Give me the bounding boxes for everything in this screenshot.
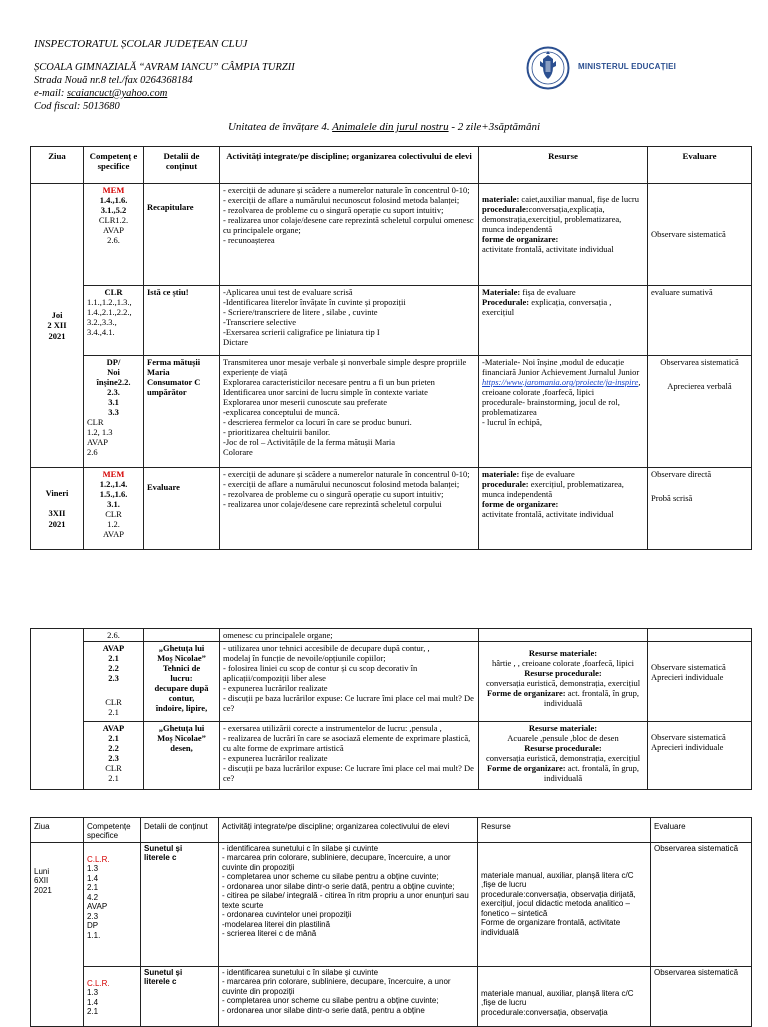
activity-line: - expunerea lucrărilor realizate (223, 753, 328, 764)
coat-of-arms-icon (526, 46, 570, 90)
competence-code: 1.5.,1.6. (99, 489, 128, 500)
subject-label: C.L.R. (87, 979, 110, 988)
content-line: contur, (168, 693, 195, 704)
inspectorate-name: INSPECTORATUL ȘCOLAR JUDEȚEAN CLUJ (34, 38, 248, 50)
activity-line: Explorarea caracteristicilor necesare pentru a fi un bun prieten (223, 377, 435, 388)
resource-text: activitate frontală, activitate individual (482, 509, 614, 520)
content-line: Sunetul și (144, 844, 183, 853)
competences-cell (84, 843, 141, 967)
activity-line: - rezolvarea de probleme cu o singură operație cu suport intuitiv; (223, 489, 444, 500)
competence-code: 2.1 (108, 707, 119, 718)
resource-label: Resurse procedurale: (524, 743, 602, 754)
competence-code: CLR (105, 697, 122, 708)
evaluation-cell (648, 642, 752, 722)
header-competences: Competențe specifice (84, 818, 141, 843)
table-row (31, 286, 752, 356)
resource-line (482, 377, 644, 397)
day-date: 2 XII (47, 320, 67, 331)
resources-cell (478, 967, 651, 1027)
competence-code: 1.4 (87, 873, 99, 883)
content-line: Consumator C (147, 377, 201, 388)
activities-cell (220, 184, 479, 286)
activity-line: - realizarea de lucrări în care se asociază elemente de exprimare plastică, cu alte forme de exprimare artistică (223, 733, 471, 754)
competences-cell (84, 642, 144, 722)
resources-cell (479, 184, 648, 286)
competences-cell: 2.6. (84, 629, 144, 642)
content-cell (144, 722, 220, 790)
day-name: Vineri (45, 488, 69, 499)
activity-line: - recunoașterea (223, 235, 275, 246)
subject-label: MEM (102, 469, 125, 479)
content-cell: Recapitulare (144, 184, 220, 286)
resource-line (482, 297, 644, 317)
header-activities: Activități integrate/pe discipline; organizarea colectivului de elevi (220, 147, 479, 184)
competence-code: CLR1.2. (98, 215, 129, 226)
resource-line (482, 194, 644, 204)
competence-code: CLR (105, 763, 122, 774)
competence-code: 3.4.,4.1. (87, 327, 115, 338)
content-cell (144, 642, 220, 722)
resource-text: conversația,explicația, demonstrația,exercițiul, problematizarea, munca independentă (482, 204, 622, 235)
table-row (31, 722, 752, 790)
resources-cell (479, 722, 648, 790)
resource-label: procedurale: (482, 479, 529, 490)
evaluation-line: Aprecierea verbală (667, 381, 732, 392)
school-header (34, 38, 454, 113)
activity-line: - realizarea unor colaje/desene care reprezintă scheletul corpului omenesc cu principalele organe; (223, 215, 474, 236)
activity-line: - exersarea utilizării corecte a instrumentelor de lucru: ,pensula , (223, 723, 442, 734)
day-cell (31, 468, 84, 550)
resource-label: Resurse materiale: (528, 723, 598, 734)
content-cell: Istă ce știu! (144, 286, 220, 356)
competence-code: 1.1.,1.2.,1.3., (87, 297, 132, 308)
activity-line: - utilizarea unor tehnici accesibile de decupare după contur, , (223, 643, 430, 654)
activity-line: - prioritizarea cheltuirii banilor. (223, 427, 331, 438)
content-line: literele c (144, 853, 177, 863)
table-row (31, 356, 752, 468)
content-line: Moș Nicolae” (157, 733, 206, 744)
resource-text: -Materiale- Noi înșine ,modul de educație financiară Junior Achievement Jurnalul Junior (482, 357, 640, 378)
resources-cell (479, 356, 648, 468)
activities-cell (220, 356, 479, 468)
evaluation-cell (648, 356, 752, 468)
activity-line: - discuții pe baza lucrărilor expuse: Ce lucrare îmi place cel mai mult? De ce? (223, 763, 474, 784)
activity-line: -Identificarea literelor învățate în cuvinte și propoziții (223, 297, 406, 308)
competence-code: 2.3. (107, 387, 120, 398)
activity-line: - completarea unor scheme cu silabe pentru a obține cuvinte; (222, 996, 439, 1006)
day-cell (31, 843, 84, 1027)
content-line: Maria (147, 367, 170, 378)
resource-line (482, 469, 644, 479)
resource-text: Forme de organizare frontală, activitate individuală (481, 918, 621, 937)
ministry-name: MINISTERUL EDUCAȚIEI (578, 62, 677, 71)
competence-code: DP (87, 921, 99, 931)
resource-text: - lucrul în echipă, (482, 417, 542, 428)
competence-code: 2.1 (108, 733, 119, 744)
evaluation-cell (648, 722, 752, 790)
activity-line: -Exersarea scrierii caligrafice pe liniatura tip I (223, 327, 380, 338)
evaluation-cell: evaluare sumativă (648, 286, 752, 356)
unit-duration: - 2 zile+3săptămâni (448, 121, 541, 133)
subject-label: C.L.R. (87, 855, 110, 864)
competences-cell (84, 722, 144, 790)
competence-code: AVAP (103, 529, 124, 540)
resource-label: Resurse procedurale: (524, 668, 602, 679)
activity-line: - identificarea sunetului c în silabe și cuvinte (222, 844, 379, 853)
competence-code: 4.2 (87, 892, 99, 902)
content-line: decupare după (154, 683, 209, 694)
competence-code: 2.3 (87, 911, 99, 921)
content-line: literele c (144, 977, 177, 987)
competence-code: 2.2 (108, 663, 119, 674)
content-cell (144, 356, 220, 468)
resource-line (482, 763, 644, 783)
resource-text: procedurale- brainstorming, jocul de rol, problematizarea (482, 397, 620, 418)
competences-cell (84, 184, 144, 286)
resource-label: materiale: (482, 194, 520, 204)
resource-text: procedurale:conversația, observația (481, 1007, 608, 1017)
activity-line: - identificarea sunetului c în silabe și cuvinte (222, 968, 379, 977)
activities-cell (219, 843, 478, 967)
competences-cell (84, 468, 144, 550)
table-header-row (31, 818, 752, 843)
resources-cell (479, 286, 648, 356)
resource-label: forme de organizare: (482, 234, 559, 245)
activity-line: -explicarea conceptului de muncă. (223, 407, 340, 418)
activity-line: - exerciții de aflare a numărului necunoscut folosind metoda balanței; (223, 195, 460, 206)
table-row (31, 184, 752, 286)
header-content: Detalii de conținut (144, 147, 220, 184)
header-competences: Competenț e specifice (84, 147, 144, 184)
competence-code: AVAP (103, 225, 124, 236)
competences-cell (84, 967, 141, 1027)
content-line: îndoire, lipire, (155, 703, 208, 714)
day-year: 2021 (48, 518, 66, 529)
activity-line: - ordonarea unor silabe dintr-o serie dată, pentru a obține cuvinte; (222, 881, 455, 891)
activity-line: -modelarea literei din plastilină (222, 919, 331, 929)
table-row (31, 468, 752, 550)
activity-line: Transmiterea unor mesaje verbale și nonverbale simple despre propriile experiențe de viață (223, 357, 467, 378)
activity-line: - descrierea fermelor ca locuri în care se produc bunuri. (223, 417, 412, 428)
learning-unit-title (0, 121, 768, 133)
competences-cell (84, 356, 144, 468)
email-link[interactable]: scaiancuct@yahoo.com (66, 88, 168, 99)
planning-table-1 (30, 146, 752, 550)
competence-code: 1.2, 1.3 (87, 427, 113, 438)
subject-label: DP/ (106, 357, 121, 367)
content-line: lucru: (170, 673, 193, 684)
evaluation-line: Aprecieri individuale (651, 672, 724, 683)
header-day: Ziua (31, 818, 84, 843)
evaluation-line: Probă scrisă (651, 493, 693, 504)
resource-text: procedurale:conversația, observația dirijată, exercițiul, jocul didactic metoda analitico –fonetico – sintetică (481, 889, 636, 918)
subject-label: AVAP (102, 723, 125, 734)
competence-code: 3.1. (107, 499, 120, 510)
activity-line: - exerciții de adunare și scădere a numerelor naturale în concentrul 0-10; (223, 185, 470, 195)
activities-cell (219, 967, 478, 1027)
day-year: 2021 (48, 330, 66, 341)
content-line: Moș Nicolae” (157, 653, 206, 664)
day-cell (31, 184, 84, 468)
competence-code: 3.3 (108, 407, 119, 418)
resources-cell (479, 629, 648, 642)
competence-code: 2.1 (108, 653, 119, 664)
activities-cell (220, 286, 479, 356)
table-row (31, 843, 752, 967)
competence-code: 1.4 (87, 997, 99, 1007)
evaluation-cell: Observarea sistematică (651, 843, 752, 967)
header-activities: Activități integrate/pe discipline; organizarea colectivului de elevi (219, 818, 478, 843)
competence-code: 2.2 (108, 743, 119, 754)
activity-line: Colorare (223, 447, 253, 458)
school-email-line (34, 87, 454, 100)
resource-line (482, 204, 644, 234)
resource-text: hârtie , , creioane colorate ,foarfecă, lipici (491, 658, 635, 669)
subject-label: MEM (102, 185, 125, 195)
activity-line: Dictare (223, 337, 249, 348)
activity-line: - completarea unor scheme cu silabe pentru a obține cuvinte; (222, 872, 439, 882)
resource-text: conversația euristică, demonstrația, exercițiul (485, 753, 641, 764)
resource-text: fișe de evaluare (519, 469, 575, 479)
evaluation-cell: Observarea sistematică (651, 967, 752, 1027)
evaluation-line: Observarea sistematică (660, 357, 739, 367)
email-label: e-mail: (34, 88, 65, 99)
activity-line: - discuții pe baza lucrărilor expuse: Ce lucrare îmi place cel mai mult? De ce? (223, 693, 474, 714)
activity-line: -Aplicarea unui test de evaluare scrisă (223, 287, 353, 297)
activity-line: modelaj în funcție de nevoile/opțiunile copiilor; (223, 653, 386, 664)
resource-link[interactable]: https://www.jaromania.org/proiecte/ja-inspire (482, 377, 639, 388)
resources-cell (479, 468, 648, 550)
content-cell (141, 967, 219, 1027)
competence-code: 2.3 (108, 673, 119, 684)
competence-code: 1.4.,2.1.,2.2., (87, 307, 132, 318)
competences-cell (84, 286, 144, 356)
resource-label: Procedurale: (482, 297, 530, 308)
resource-label: forme de organizare: (482, 499, 559, 510)
resource-text: caiet,auxiliar manual, fișe de lucru (519, 194, 639, 204)
competence-code: CLR (87, 417, 104, 428)
header-evaluation: Evaluare (651, 818, 752, 843)
school-name: ȘCOALA GIMNAZIALĂ “AVRAM IANCU” CÂMPIA TURZII (34, 61, 295, 73)
resource-text: materiale manual, auxiliar, planșă litera c/C ,fișe de lucru (481, 989, 634, 1008)
activity-line: - exerciții de adunare și scădere a numerelor naturale în concentrul 0-10; (223, 469, 470, 479)
evaluation-cell: Observare sistematică (648, 184, 752, 286)
day-cell (31, 629, 84, 790)
activity-line: - exerciții de aflare a numărului necunoscut folosind metoda balanței; (223, 479, 460, 490)
competence-code: 2.1 (87, 883, 99, 893)
subject-label: Noi (107, 367, 120, 378)
activity-line: - ordonarea unor silabe dintr-o serie dată, pentru a obține (222, 1005, 425, 1015)
competence-code: AVAP (87, 437, 108, 448)
content-line: Ferma mătușii (147, 357, 201, 367)
evaluation-line: Observare sistematică (651, 732, 726, 743)
activities-cell (220, 468, 479, 550)
competence-code: 3.1.,5.2 (100, 205, 127, 216)
competence-code: 1.2. (107, 519, 120, 530)
day-name: Joi (51, 310, 63, 321)
activity-line: - ordonarea cuvintelor unei propoziții (222, 910, 352, 920)
resource-label: materiale: (482, 469, 520, 479)
activity-line: - Scriere/transcriere de litere , silabe , cuvinte (223, 307, 378, 318)
content-cell (144, 629, 220, 642)
day-date: 3XII (48, 508, 66, 519)
competence-code: 2.6 (87, 447, 98, 458)
competence-code: CLR (105, 509, 122, 520)
activity-line: - realizarea unor colaje/desene care reprezintă scheletul corpului (223, 499, 442, 510)
planning-table-2 (30, 628, 752, 790)
evaluation-line: Aprecieri individuale (651, 742, 724, 753)
table-header-row (31, 147, 752, 184)
resource-label: Materiale: (482, 287, 521, 297)
resource-label: Forme de organizare: (486, 688, 566, 699)
unit-name: Animalele din jurul nostru (332, 121, 449, 133)
content-cell (141, 843, 219, 967)
header-resources: Resurse (478, 818, 651, 843)
activity-line: Explorarea unor meserii cunoscute sau preferate (223, 397, 388, 408)
competence-code: 2.1 (108, 773, 119, 784)
competence-code: 2.6. (107, 235, 120, 246)
content-line: „Ghetuța lui (158, 643, 205, 654)
resource-line (482, 287, 644, 297)
content-line: Sunetul și (144, 968, 183, 977)
activity-line: - citirea pe silabe/ integrală - citirea în ritm propriu a unor enunțuri sau texte scurte (222, 891, 469, 910)
activities-cell (220, 722, 479, 790)
activity-line: - marcarea prin colorare, subliniere, decupare, încercuire, a unor cuvinte din propoziții (222, 853, 451, 872)
subject-label: înșine2.2. (96, 377, 131, 388)
day-year: 2021 (34, 885, 52, 895)
evaluation-cell (648, 629, 752, 642)
resource-line (482, 688, 644, 708)
school-address: Strada Nouă nr.8 tel./fax 0264368184 (34, 74, 193, 86)
resource-text: act. frontală, în grup, individuală (543, 763, 640, 784)
activity-line: Identificarea unor sarcini de lucru simple în contexte variate (223, 387, 428, 398)
competence-code: 3.1 (108, 397, 119, 408)
resource-text: materiale manual, auxiliar, planșă litera c/C ,fișe de lucru (481, 871, 634, 890)
activities-cell: omenesc cu principalele organe; (220, 629, 479, 642)
content-line: desen, (170, 743, 193, 754)
day-date: 6XII (34, 876, 49, 886)
competence-code: 3.2.,3.3., (87, 317, 117, 328)
competence-code: 1.4.,1.6. (99, 195, 128, 206)
resource-label: Forme de organizare: (486, 763, 566, 774)
activity-line: - expunerea lucrărilor realizate (223, 683, 328, 694)
activity-line: - rezolvarea de probleme cu o singură operație cu suport intuitiv; (223, 205, 444, 216)
competence-code: 1.3 (87, 864, 99, 874)
fiscal-code: Cod fiscal: 5013680 (34, 101, 120, 113)
content-line: „Ghetuța lui (158, 723, 205, 734)
competence-code: 2.3 (108, 753, 119, 764)
header-content: Detalii de conținut (141, 818, 219, 843)
activity-line: - folosirea liniei cu scop de contur și cu scop decorativ în aplicații/compoziții liber alese (223, 663, 418, 684)
resource-text: exercițiul, problematizarea, munca independentă (482, 479, 624, 500)
planning-table-3 (30, 817, 752, 1027)
table-row (31, 629, 752, 642)
resource-label: procedurale: (482, 204, 529, 215)
resource-text: , creioane colorate ,foarfecă, lipici (482, 377, 641, 398)
header-evaluation: Evaluare (648, 147, 752, 184)
table-row (31, 642, 752, 722)
resource-text: conversația euristică, demonstrația, exercițiul (485, 678, 641, 689)
evaluation-cell (648, 468, 752, 550)
subject-label: AVAP (102, 643, 125, 654)
resource-text: explicația, conversația , exercițiul (482, 297, 612, 318)
activity-line: - scrierea literei c de mână (222, 928, 317, 938)
activity-line: -Transcriere selective (223, 317, 297, 328)
activity-line: -Joc de rol – Activitățile de la ferma mătușii Maria (223, 437, 396, 448)
content-line: umpărător (147, 387, 187, 398)
resources-cell (478, 843, 651, 967)
competence-code: AVAP (87, 902, 108, 912)
resources-cell (479, 642, 648, 722)
activity-line: - marcarea prin colorare, subliniere, decupare, încercuire, a unor cuvinte din propoziții (222, 977, 451, 996)
resource-text: Acuarele ,pensule ,bloc de desen (507, 733, 619, 744)
resource-text: fișa de evaluare (520, 287, 576, 297)
competence-code: 1.2.,1.4. (99, 479, 128, 490)
header-day: Ziua (31, 147, 84, 184)
header-resources: Resurse (479, 147, 648, 184)
resource-line (482, 479, 644, 499)
competence-code: 2.1 (87, 1007, 99, 1017)
evaluation-line: Observare sistematică (651, 662, 726, 673)
day-name: Luni (34, 867, 50, 876)
unit-prefix: Unitatea de învățare 4. (227, 121, 330, 133)
evaluation-line: Observare directă (651, 469, 712, 479)
content-line: Tehnici de (162, 663, 201, 674)
competence-code: 1.3 (87, 988, 99, 998)
resource-label: Resurse materiale: (528, 648, 598, 659)
table-row (31, 967, 752, 1027)
content-cell: Evaluare (144, 468, 220, 550)
subject-label: CLR (104, 287, 123, 297)
competence-code: 1.1. (87, 930, 101, 940)
resource-text: activitate frontală, activitate individual (482, 244, 614, 255)
activities-cell (220, 642, 479, 722)
resource-text: act. frontală, în grup, individuală (543, 688, 640, 709)
